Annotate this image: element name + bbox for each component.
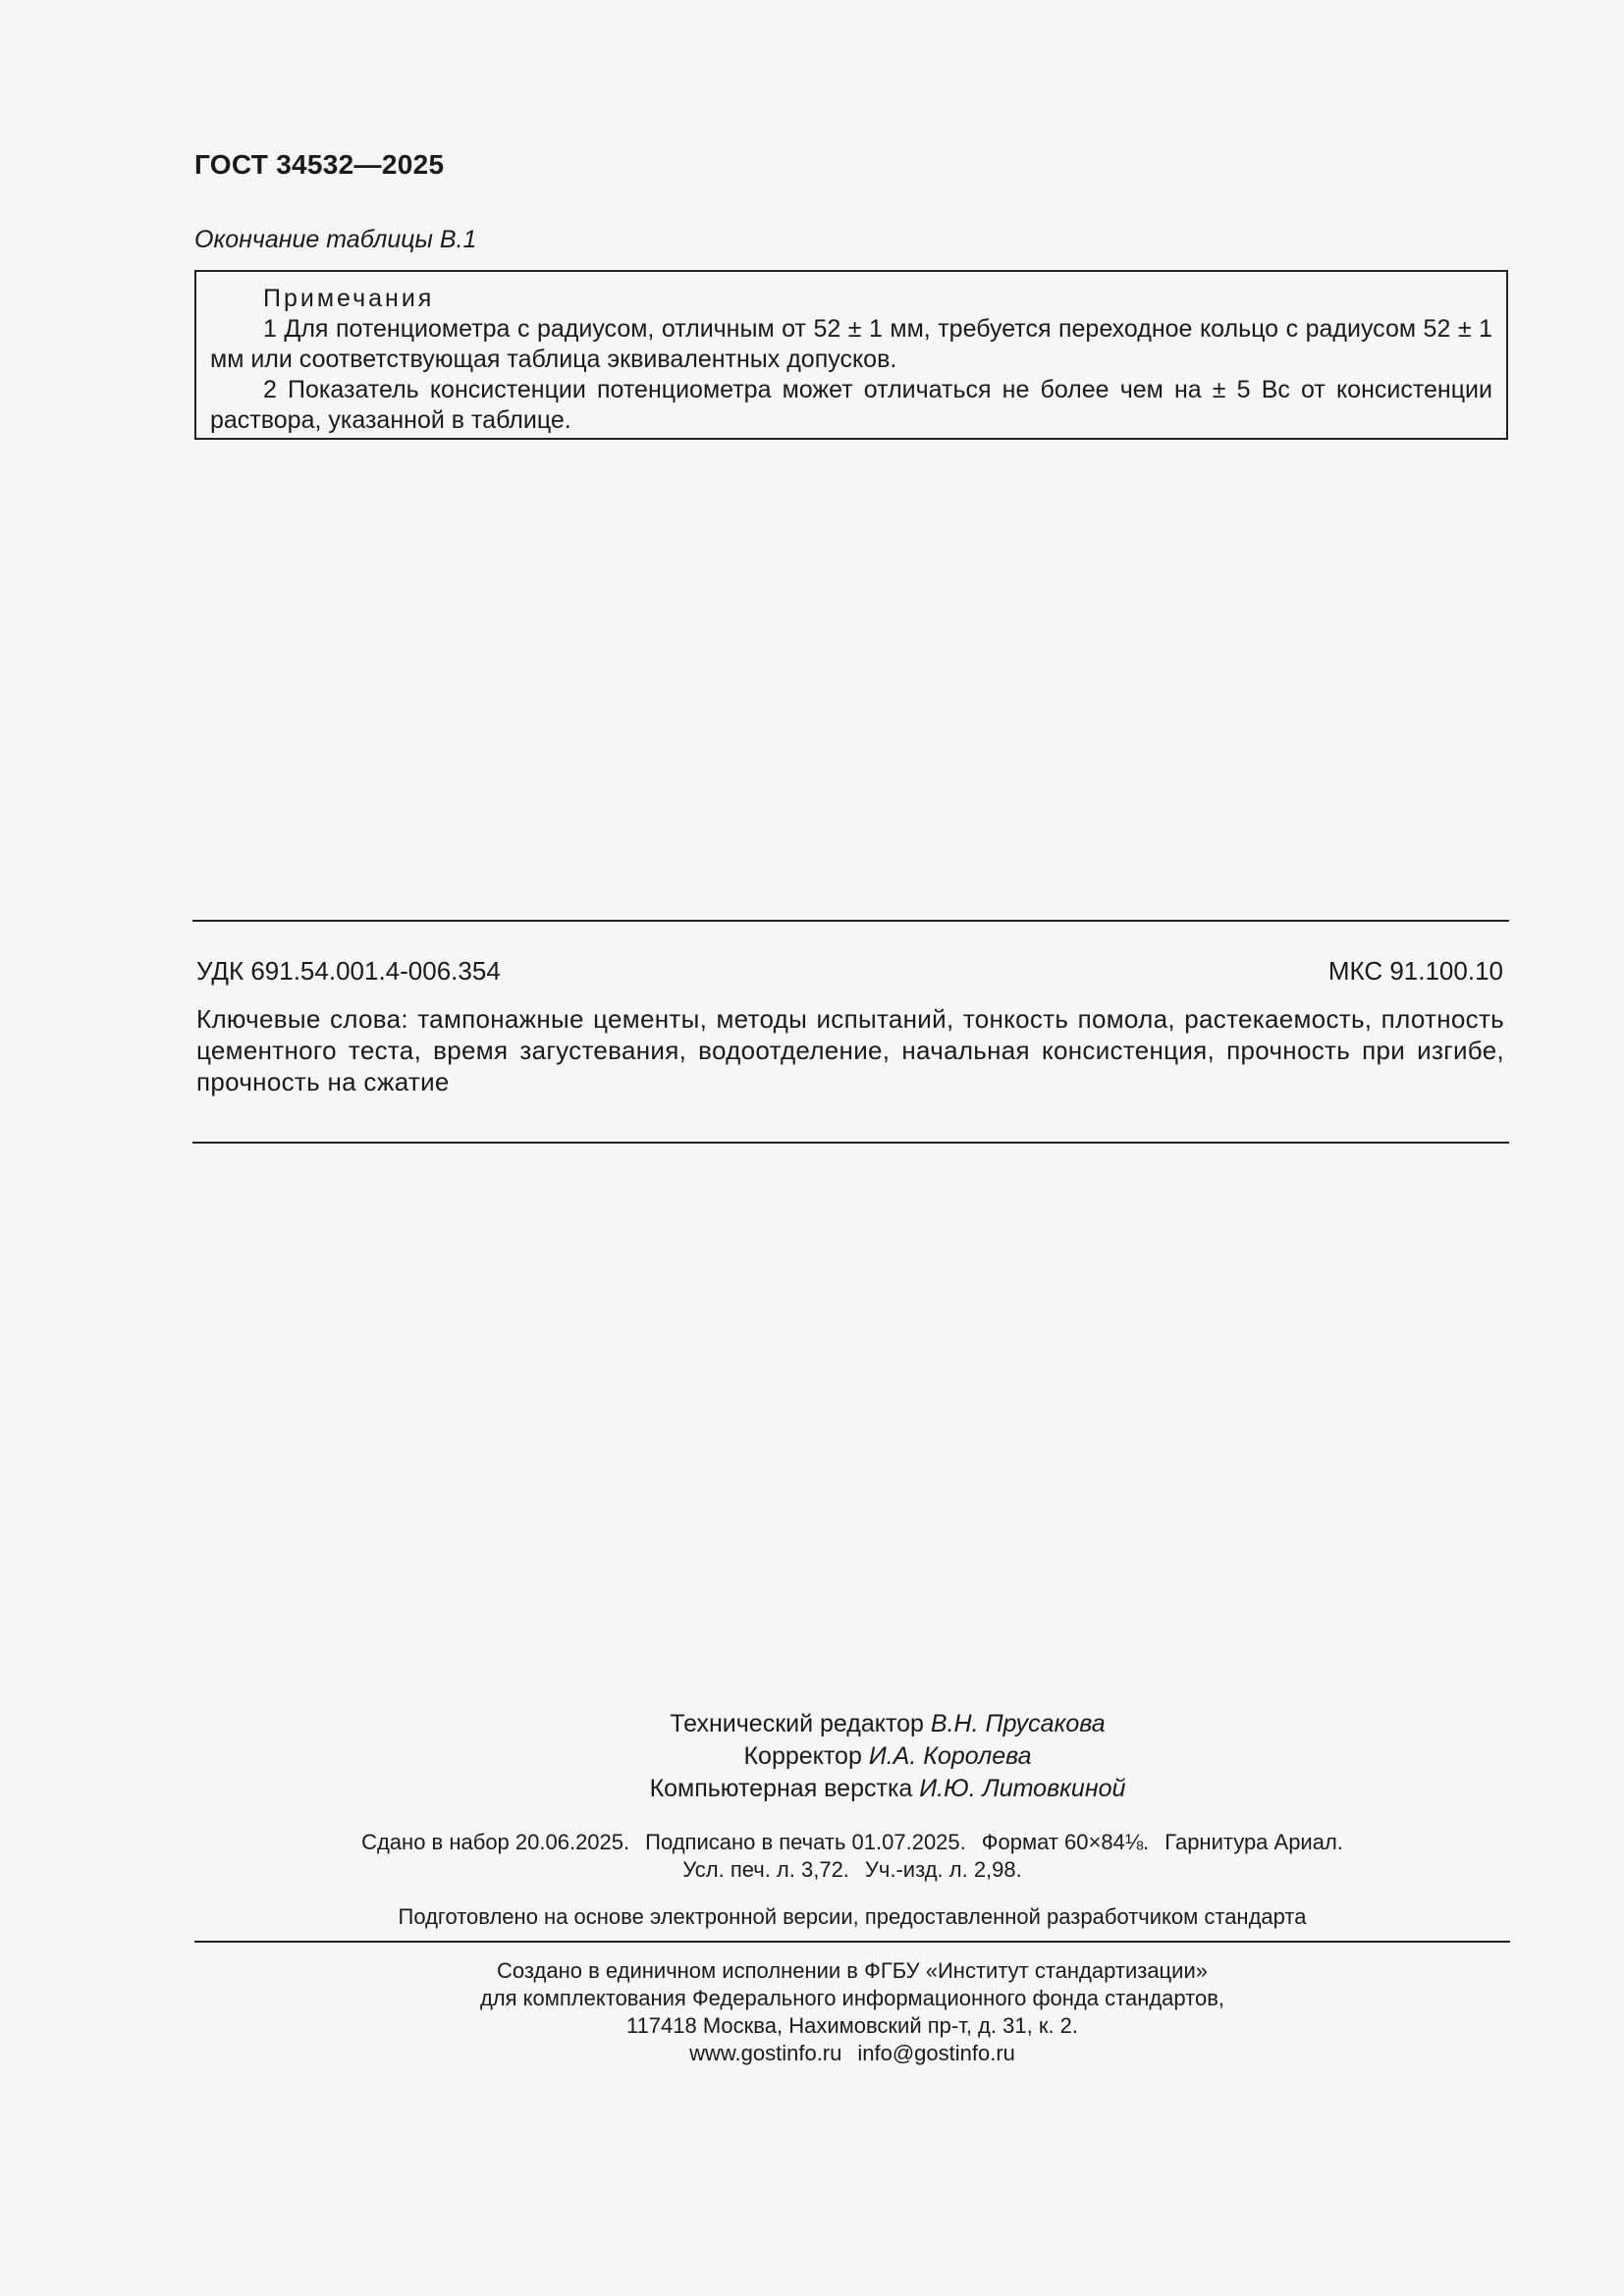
credit-tech-editor	[0, 1708, 1624, 1740]
website-link[interactable]: www.gostinfo.ru	[689, 2041, 842, 2065]
keywords: Ключевые слова: тампонажные цементы, методы испытаний, тонкость помола, растекаемость, плотность цементного теста, время загустевания, водоотделение, начальная консистенция, прочность при изгибе, прочность на сжатие	[196, 1004, 1504, 1096]
print-sheets: Усл. печ. л. 3,72.	[682, 1857, 849, 1882]
submitted-date: Сдано в набор 20.06.2025.	[361, 1830, 630, 1854]
table-continuation-caption: Окончание таблицы В.1	[194, 226, 477, 253]
notes-box	[194, 270, 1508, 440]
publisher-line-2: для комплектования Федерального информационного фонда стандартов,	[479, 1986, 1225, 2010]
note-item-1: 1 Для потенциометра с радиусом, отличным от 52 ± 1 мм, требуется переходное кольцо с радиусом 52 ± 1 мм или соответствующая таблица эквивалентных допусков.	[210, 315, 1492, 373]
print-info	[0, 1829, 1624, 1884]
print-info-line-1	[0, 1829, 1624, 1856]
signed-date: Подписано в печать 01.07.2025.	[645, 1830, 966, 1854]
credit-person: И.А. Королева	[868, 1742, 1032, 1770]
publisher-contacts	[0, 2040, 1624, 2067]
notes-title: Примечания	[263, 285, 435, 312]
email-link[interactable]: info@gostinfo.ru	[857, 2041, 1015, 2065]
note-item-2: 2 Показатель консистенции потенциометра может отличаться не более чем на ± 5 Вс от консистенции раствора, указанной в таблице.	[210, 376, 1492, 434]
credit-corrector	[0, 1740, 1624, 1773]
mks-code: МКС 91.100.10	[1327, 956, 1503, 986]
udk-code: УДК 691.54.001.4-006.354	[196, 956, 501, 986]
divider-bottom	[194, 1941, 1510, 1943]
document-code: ГОСТ 34532—2025	[194, 149, 445, 180]
credit-person: И.Ю. Литовкиной	[919, 1775, 1126, 1802]
credit-role: Корректор	[743, 1742, 862, 1770]
credit-role: Технический редактор	[670, 1710, 924, 1737]
publisher-address: 117418 Москва, Нахимовский пр-т, д. 31, к. 2.	[625, 2013, 1079, 2038]
divider-middle	[192, 1142, 1509, 1144]
publisher-info	[0, 1957, 1624, 2067]
divider-top	[192, 920, 1509, 922]
paper-format: Формат 60×84⅛.	[981, 1830, 1150, 1854]
prepared-note: Подготовлено на основе электронной версии, предоставленной разработчиком стандарта	[398, 1904, 1307, 1929]
credit-role: Компьютерная верстка	[649, 1775, 913, 1802]
publisher-sheets: Уч.-изд. л. 2,98.	[864, 1857, 1022, 1882]
credits	[0, 1708, 1624, 1805]
typeface: Гарнитура Ариал.	[1164, 1830, 1343, 1854]
publisher-line-1: Создано в единичном исполнении в ФГБУ «Институт стандартизации»	[497, 1958, 1208, 1983]
credit-layout	[0, 1773, 1624, 1805]
print-info-line-2	[0, 1856, 1624, 1884]
credit-person: В.Н. Прусакова	[930, 1710, 1106, 1737]
